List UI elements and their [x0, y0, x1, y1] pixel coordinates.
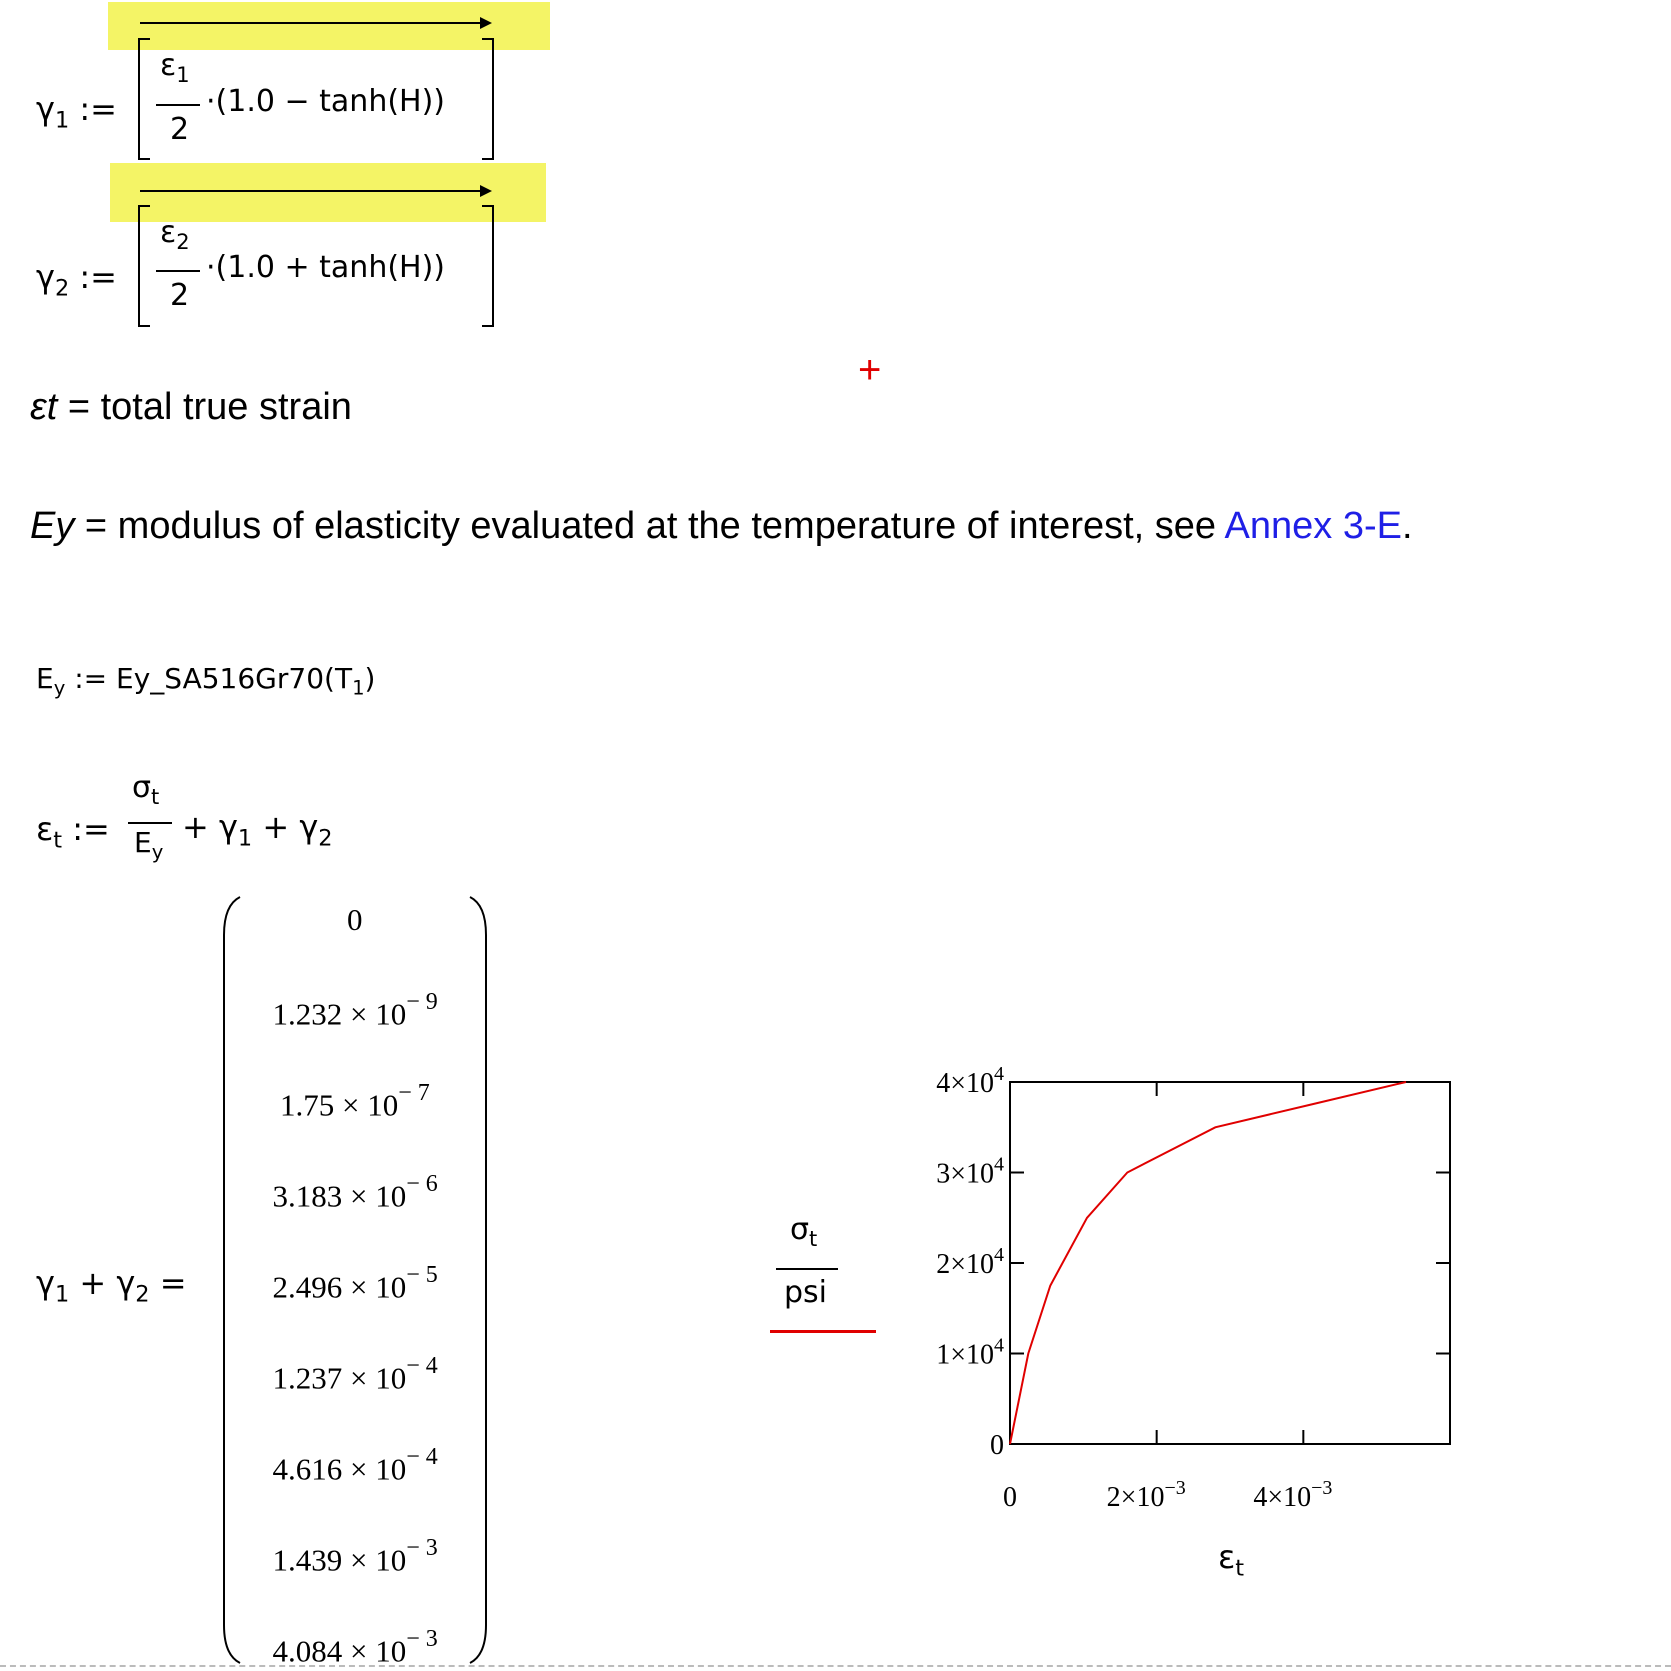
vectorize-arrow-gamma2	[140, 190, 490, 192]
gamma1-bracket-left	[138, 38, 150, 160]
plot-xlabel-eps: ε	[1218, 1538, 1236, 1576]
sum-plus: + γ	[69, 1264, 136, 1302]
gamma2-bracket-left	[138, 205, 150, 327]
ey-close: )	[364, 662, 376, 695]
plot-ylabel-sub: t	[809, 1227, 818, 1251]
et-den-symbol: E	[134, 826, 152, 859]
et-rest-2: + γ	[252, 808, 319, 846]
matrix-mantissa: 1.232 × 10	[272, 996, 407, 1032]
gamma1-numerator[interactable]	[160, 48, 190, 87]
gamma1-label[interactable]	[36, 90, 117, 133]
gamma2-bracket-right	[482, 205, 494, 327]
et-lhs-symbol: ε	[36, 810, 54, 848]
plot-frame	[1010, 1082, 1450, 1444]
def-et-symbol: εt	[30, 386, 58, 428]
matrix-value	[280, 1080, 430, 1123]
gamma1-denominator[interactable]: 2	[170, 112, 190, 147]
et-num-symbol: σ	[132, 770, 152, 805]
plot-ylabel-bar	[776, 1268, 838, 1270]
x-tick-label: 0	[1003, 1482, 1017, 1513]
def-modulus-elasticity[interactable]	[30, 505, 1413, 548]
et-fraction-bar	[128, 822, 172, 824]
gamma1-symbol: γ	[36, 90, 55, 128]
matrix-value	[272, 1535, 438, 1578]
ey-func: Ey_SA516Gr70(	[116, 662, 335, 695]
def-ey-text: = modulus of elasticity evaluated at the temperature of interest, see	[74, 505, 1225, 547]
gamma2-rest[interactable]: ·(1.0 + tanh(H))	[206, 250, 446, 285]
gamma2-assign: :=	[79, 258, 117, 296]
insertion-cursor: +	[858, 348, 882, 392]
def-et-text: = total true strain	[57, 386, 352, 428]
x-tick-label: $4\times 10^{-3}$	[1253, 1477, 1333, 1513]
sum-gamma1: γ	[36, 1264, 55, 1302]
vectorize-arrow-gamma1	[140, 22, 490, 24]
et-num-sub: t	[151, 785, 160, 809]
matrix-mantissa: 4.084 × 10	[272, 1633, 407, 1669]
def-ey-symbol: Ey	[30, 505, 75, 547]
stress-strain-curve	[1010, 1082, 1406, 1444]
gamma2-fraction-bar	[156, 270, 200, 272]
y-tick-exponent: 4	[994, 1153, 1004, 1176]
gamma2-symbol: γ	[36, 258, 55, 296]
sum-sub1: 1	[54, 1281, 70, 1308]
def-total-true-strain[interactable]	[30, 386, 352, 429]
et-assign: :=	[72, 810, 110, 848]
gamma2-sub: 2	[54, 275, 70, 302]
et-den-sub: y	[151, 840, 164, 864]
sum-equals: =	[149, 1264, 187, 1302]
matrix-paren-right	[470, 897, 486, 1663]
matrix-value	[272, 989, 438, 1032]
annex-3e-link[interactable]: Annex 3-E	[1224, 505, 1402, 547]
matrix-mantissa: 4.616 × 10	[272, 1451, 407, 1487]
y-tick-label: $2\times 10^4$	[936, 1244, 1004, 1280]
matrix-value	[272, 1353, 438, 1396]
matrix-mantissa: 0	[347, 902, 363, 937]
gamma2-num-sub: 2	[176, 230, 190, 254]
matrix-exponent: − 4	[406, 1353, 438, 1379]
plot-ylabel-num[interactable]	[790, 1212, 817, 1251]
plot-ylabel-sigma: σ	[790, 1212, 810, 1247]
matrix-exponent: − 3	[406, 1535, 438, 1561]
stress-strain-plot[interactable]	[880, 1060, 1480, 1600]
matrix-exponent: − 6	[406, 1171, 438, 1197]
matrix-value	[347, 902, 363, 938]
et-denominator[interactable]	[134, 826, 163, 864]
matrix-exponent: − 5	[406, 1262, 438, 1288]
gamma1-fraction-bar	[156, 104, 200, 106]
matrix-paren-left	[224, 897, 240, 1663]
plot-trace-legend-line	[770, 1330, 876, 1333]
et-rest[interactable]	[182, 808, 333, 851]
matrix-value	[272, 1626, 438, 1669]
et-rest-sub2: 2	[318, 825, 333, 852]
sum-sub2: 2	[135, 1281, 150, 1308]
matrix-value	[272, 1262, 438, 1305]
matrix-value	[272, 1444, 438, 1487]
gamma2-denominator[interactable]: 2	[170, 278, 190, 313]
gamma1-num-sub: 1	[176, 63, 190, 87]
plot-ylabel-den[interactable]: psi	[784, 1275, 828, 1310]
gamma1-bracket-right	[482, 38, 494, 160]
matrix-mantissa: 2.496 × 10	[272, 1269, 407, 1305]
et-lhs-sub: t	[53, 827, 63, 854]
gamma1-rest[interactable]: ·(1.0 − tanh(H))	[206, 84, 446, 119]
matrix-mantissa: 1.75 × 10	[280, 1087, 399, 1123]
sum-lhs[interactable]	[36, 1264, 187, 1307]
def-ey-tail: .	[1401, 505, 1413, 547]
y-tick-label: $1\times 10^4$	[936, 1334, 1004, 1371]
ey-lhs: E	[36, 662, 54, 695]
page-break-line	[0, 1665, 1671, 1667]
gamma2-num-symbol: ε	[160, 215, 177, 250]
matrix-exponent: − 4	[406, 1444, 438, 1470]
gamma1-assign: :=	[79, 90, 117, 128]
matrix-value	[272, 1171, 438, 1214]
matrix-exponent: − 7	[398, 1080, 430, 1106]
et-lhs[interactable]	[36, 810, 110, 853]
x-tick-label: $2\times 10^{-3}$	[1106, 1477, 1186, 1513]
ey-assign: :=	[74, 662, 108, 695]
y-tick-label: $3\times 10^4$	[936, 1153, 1004, 1190]
ey-arg: T	[334, 662, 353, 695]
y-tick-exponent: 4	[994, 1334, 1004, 1357]
et-numerator[interactable]	[132, 770, 159, 809]
gamma1-sub: 1	[54, 107, 70, 134]
y-tick-label: $4\times 10^4$	[936, 1063, 1004, 1099]
et-rest-sub1: 1	[237, 825, 253, 852]
x-tick-exponent: −3	[1164, 1477, 1186, 1499]
matrix-exponent: − 3	[406, 1626, 438, 1652]
plot-xlabel[interactable]	[1218, 1538, 1244, 1581]
y-tick-exponent: 4	[994, 1244, 1004, 1266]
ey-arg-sub: 1	[352, 676, 365, 700]
ey-assignment[interactable]	[36, 662, 375, 700]
y-tick-exponent: 4	[994, 1063, 1004, 1085]
matrix-mantissa: 3.183 × 10	[272, 1178, 407, 1214]
gamma1-num-symbol: ε	[160, 48, 177, 83]
matrix-mantissa: 1.439 × 10	[272, 1542, 407, 1578]
matrix-exponent: − 9	[406, 989, 438, 1015]
et-rest-1: + γ	[182, 808, 238, 846]
x-tick-exponent: −3	[1311, 1477, 1333, 1499]
gamma2-label[interactable]	[36, 258, 117, 301]
y-tick-label: 0	[990, 1430, 1004, 1461]
ey-lhs-sub: y	[53, 676, 66, 700]
gamma2-numerator[interactable]	[160, 215, 190, 254]
matrix-mantissa: 1.237 × 10	[272, 1360, 407, 1396]
plot-xlabel-sub: t	[1235, 1555, 1245, 1582]
